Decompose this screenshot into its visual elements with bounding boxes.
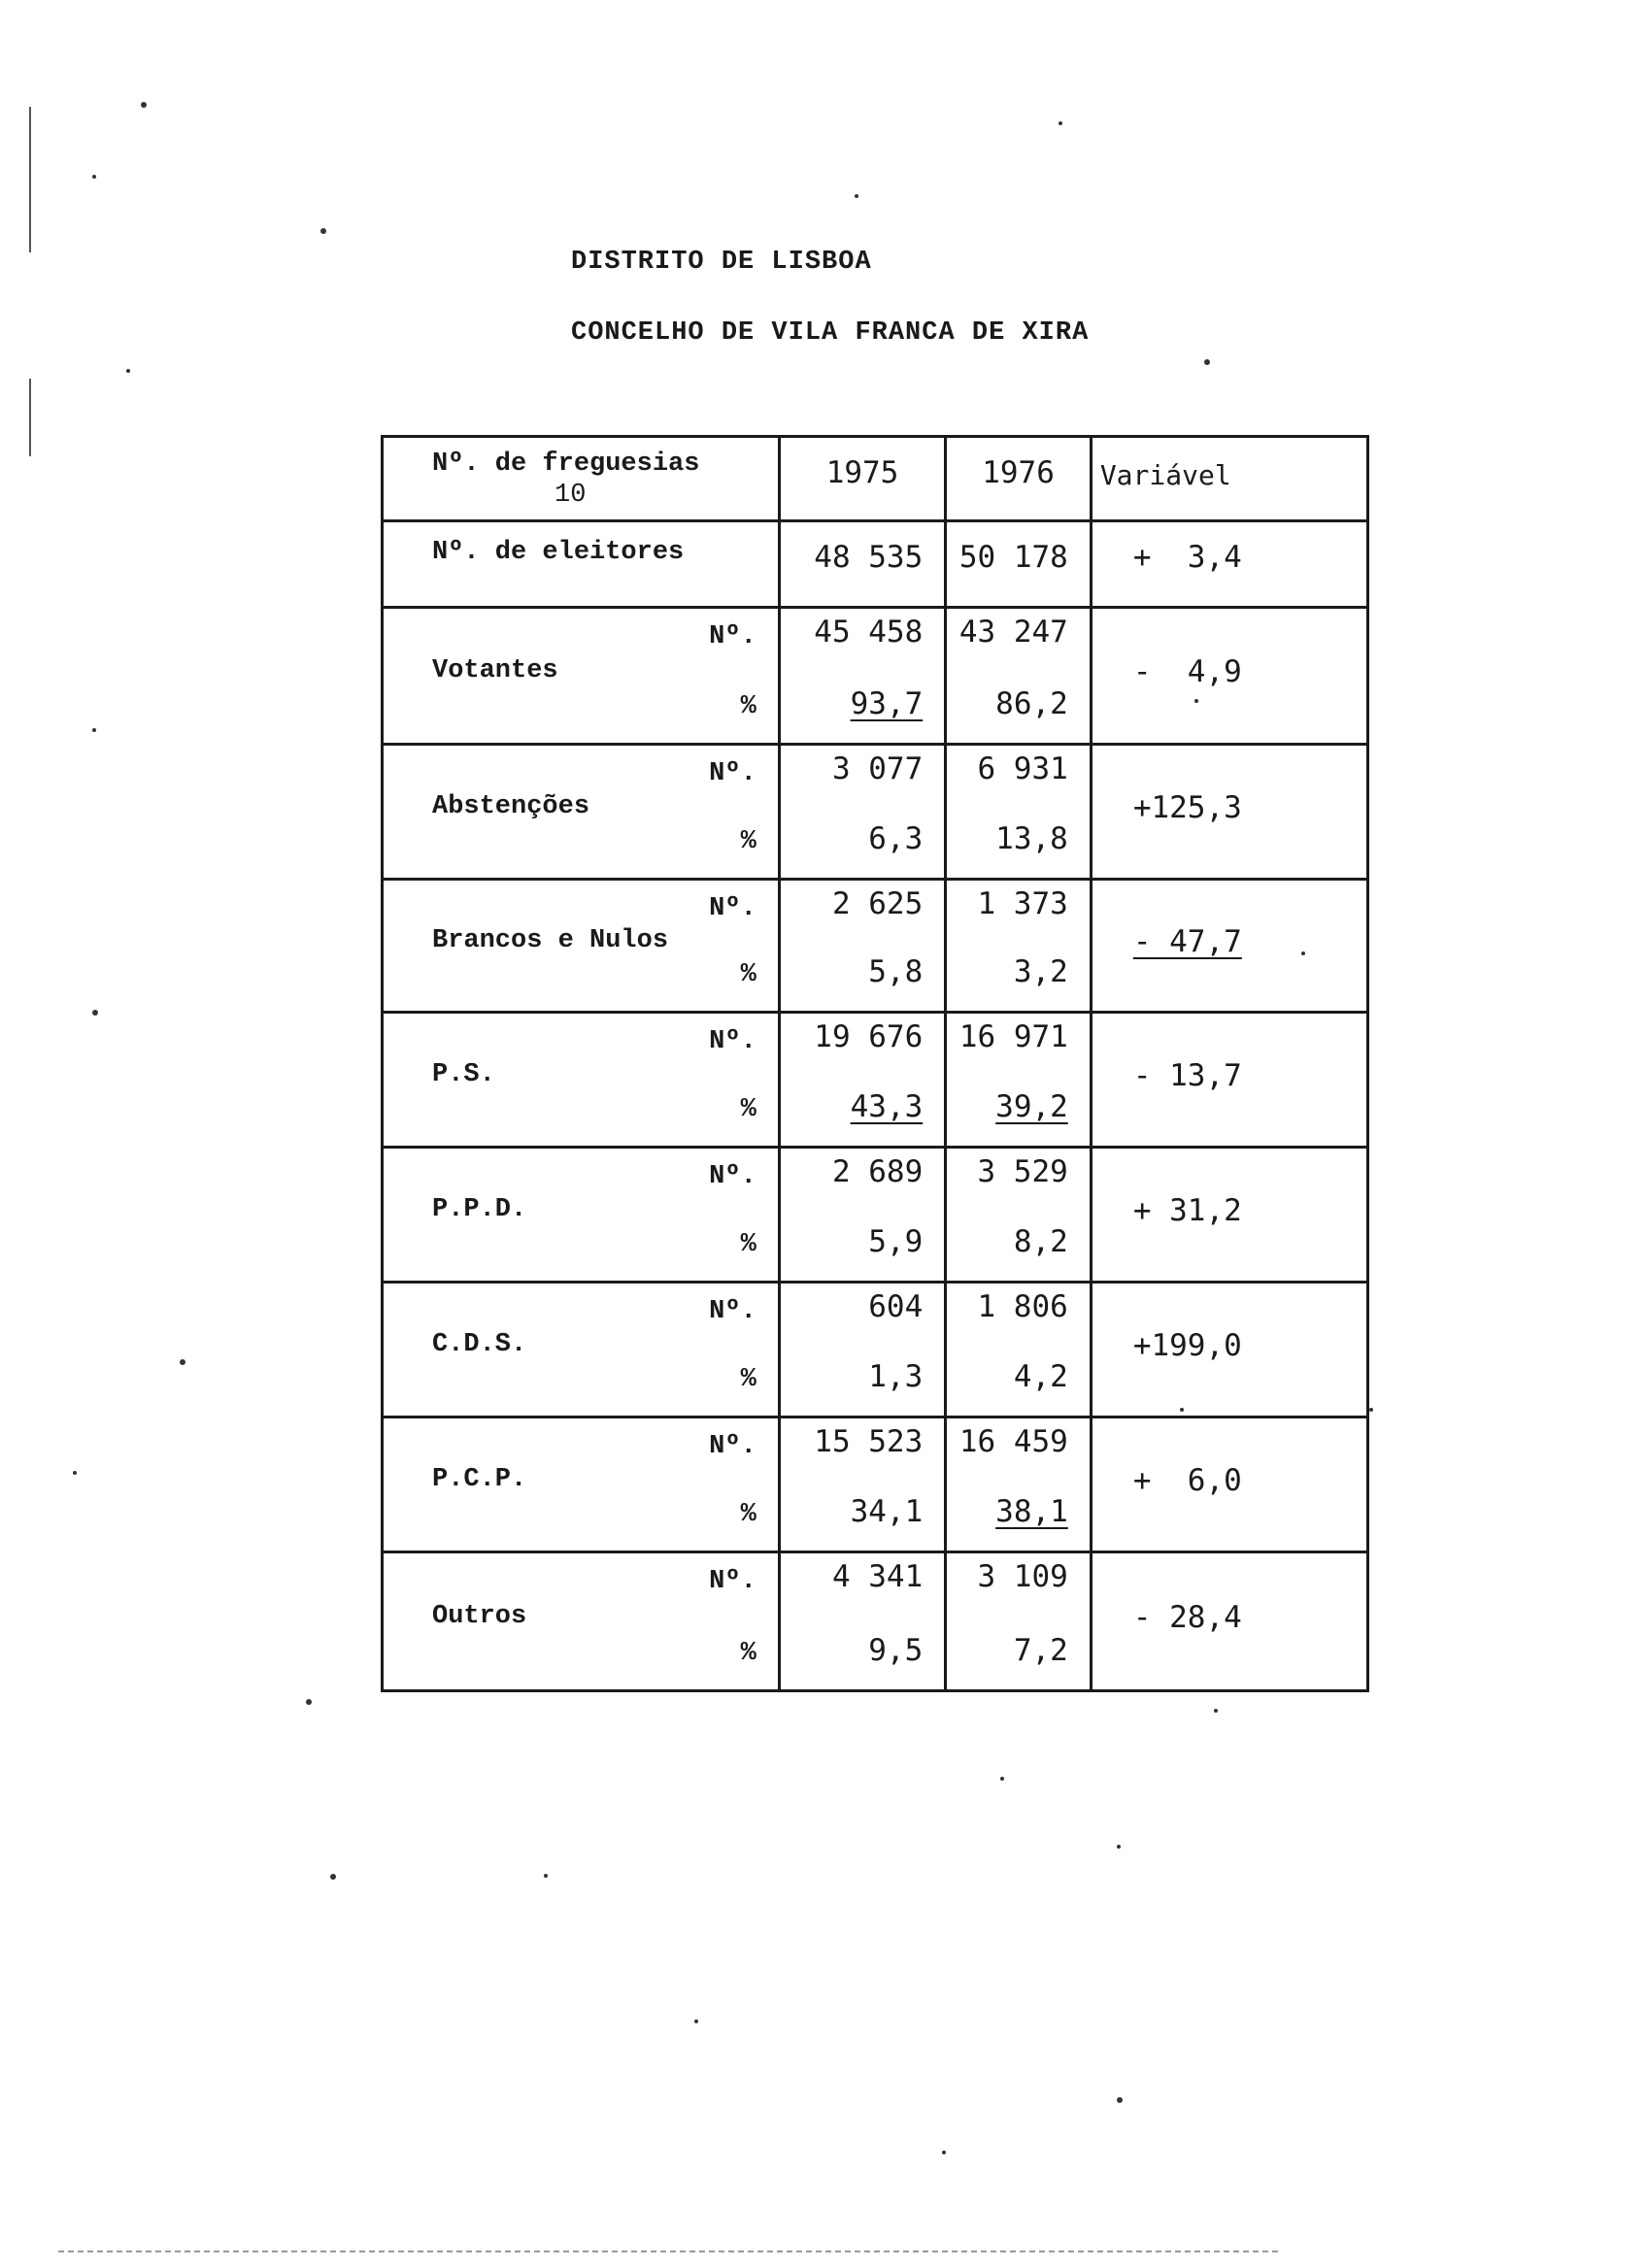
percent-1975: 5,9 (868, 1224, 924, 1259)
scan-speck (1059, 121, 1062, 125)
election-results-table (381, 435, 1369, 1692)
count-1975: 2 625 (831, 886, 924, 921)
unit-count: Nº. (709, 894, 756, 923)
row-variation: + 31,2 (1132, 1193, 1242, 1228)
count-1975: 2 689 (831, 1154, 924, 1189)
scan-speck (544, 1874, 548, 1878)
row-label: Outros (432, 1602, 527, 1631)
percent-1975: 1,3 (868, 1359, 924, 1394)
electors-label: Nº. de eleitores (432, 538, 685, 567)
unit-count: Nº. (709, 1027, 756, 1056)
row-label: Votantes (432, 656, 558, 685)
year-1975: 1975 (825, 455, 899, 490)
percent-1976: 13,8 (995, 821, 1068, 856)
scan-speck (92, 175, 96, 179)
count-1975: 19 676 (814, 1019, 924, 1054)
municipality-heading: CONCELHO DE VILA FRANCA DE XIRA (571, 318, 1090, 348)
row-label: P.S. (432, 1060, 495, 1089)
margin-mark (29, 379, 31, 456)
electors-1976: 50 178 (958, 540, 1068, 575)
row-variation: - 47,7 (1132, 924, 1242, 959)
scan-speck (942, 2151, 946, 2154)
table-row (383, 1013, 1368, 1148)
electors-label-cell (383, 521, 780, 608)
table-row (383, 1283, 1368, 1418)
scan-speck (330, 1874, 336, 1880)
row-label: C.D.S. (432, 1330, 527, 1359)
district-heading: DISTRITO DE LISBOA (571, 248, 872, 277)
table-row (383, 1552, 1368, 1691)
unit-count: Nº. (709, 622, 756, 651)
parishes-count: 10 (555, 481, 587, 510)
scan-speck (1204, 359, 1210, 365)
scan-speck (1369, 1408, 1373, 1412)
scan-speck (855, 194, 858, 198)
percent-1975: 43,3 (850, 1089, 924, 1124)
scan-speck (92, 728, 96, 732)
percent-1976: 7,2 (1013, 1633, 1068, 1668)
unit-count: Nº. (709, 1432, 756, 1461)
header-1976 (946, 437, 1092, 521)
count-1976: 3 109 (977, 1559, 1068, 1594)
percent-1975: 9,5 (868, 1633, 924, 1668)
unit-count: Nº. (709, 759, 756, 788)
unit-count: Nº. (709, 1297, 756, 1326)
scan-speck (1117, 1845, 1121, 1849)
table-row (383, 880, 1368, 1013)
row-variation: +125,3 (1132, 790, 1242, 825)
table-row (383, 608, 1368, 745)
scan-edge (58, 2251, 1282, 2252)
electors-1975: 48 535 (814, 540, 924, 575)
count-1976: 16 971 (958, 1019, 1068, 1054)
percent-1976: 3,2 (1013, 954, 1068, 989)
percent-1975: 93,7 (850, 686, 924, 721)
scan-speck (320, 228, 326, 234)
electors-1975-cell (779, 521, 945, 608)
count-1976: 1 373 (977, 886, 1068, 921)
table-row (383, 745, 1368, 880)
count-1975: 3 077 (831, 751, 924, 786)
count-1975: 4 341 (831, 1559, 924, 1594)
electors-variation: + 3,4 (1132, 540, 1242, 575)
percent-1976: 39,2 (995, 1089, 1068, 1124)
row-label: P.P.D. (432, 1195, 527, 1224)
variation-label: Variável (1099, 459, 1231, 491)
percent-1976: 38,1 (995, 1494, 1068, 1529)
row-label: Brancos e Nulos (432, 926, 669, 955)
count-1976: 6 931 (977, 751, 1068, 786)
unit-percent: % (740, 1230, 756, 1259)
scan-speck (306, 1699, 312, 1705)
margin-mark (29, 107, 31, 252)
row-label: P.C.P. (432, 1465, 527, 1494)
year-1976: 1976 (982, 455, 1055, 490)
count-1976: 1 806 (977, 1289, 1068, 1324)
unit-percent: % (740, 1639, 756, 1668)
scan-speck (141, 102, 147, 108)
percent-1976: 4,2 (1013, 1359, 1068, 1394)
row-variation: + 6,0 (1132, 1463, 1242, 1498)
electors-var-cell (1091, 521, 1367, 608)
row-variation: - 13,7 (1132, 1058, 1242, 1093)
electors-1976-cell (946, 521, 1092, 608)
percent-1975: 6,3 (868, 821, 924, 856)
scan-speck (1301, 951, 1305, 955)
header-1975 (779, 437, 945, 521)
row-variation: - 4,9 (1132, 654, 1242, 689)
count-1976: 16 459 (958, 1424, 1068, 1459)
scan-speck (73, 1471, 77, 1475)
electors-row (383, 521, 1368, 608)
scan-speck (1117, 2097, 1123, 2103)
scan-speck (1180, 1408, 1184, 1412)
scan-speck (126, 369, 130, 373)
unit-percent: % (740, 1365, 756, 1394)
row-variation: +199,0 (1132, 1328, 1242, 1363)
percent-1976: 86,2 (995, 686, 1068, 721)
row-label: Abstenções (432, 792, 590, 821)
header-variation (1091, 437, 1367, 521)
scan-speck (694, 2019, 698, 2023)
unit-count: Nº. (709, 1567, 756, 1596)
percent-1976: 8,2 (1013, 1224, 1068, 1259)
count-1975: 45 458 (814, 615, 924, 650)
unit-percent: % (740, 1095, 756, 1124)
unit-count: Nº. (709, 1162, 756, 1191)
scan-speck (92, 1010, 98, 1016)
percent-1975: 5,8 (868, 954, 924, 989)
count-1976: 3 529 (977, 1154, 1068, 1189)
percent-1975: 34,1 (850, 1494, 924, 1529)
scan-speck (1214, 1709, 1218, 1713)
party-rows (383, 608, 1368, 1691)
count-1975: 604 (868, 1289, 924, 1324)
count-1976: 43 247 (958, 615, 1068, 650)
unit-percent: % (740, 827, 756, 856)
table-row (383, 1418, 1368, 1552)
scan-speck (180, 1359, 185, 1365)
unit-percent: % (740, 692, 756, 721)
unit-percent: % (740, 1500, 756, 1529)
row-variation: - 28,4 (1132, 1600, 1242, 1635)
table-row (383, 1148, 1368, 1283)
scan-speck (1194, 699, 1198, 703)
scan-speck (1000, 1777, 1004, 1781)
count-1975: 15 523 (814, 1424, 924, 1459)
unit-percent: % (740, 960, 756, 989)
parishes-label: Nº. de freguesias (432, 450, 700, 479)
table-header-row (383, 437, 1368, 521)
corner-cell (383, 437, 780, 521)
